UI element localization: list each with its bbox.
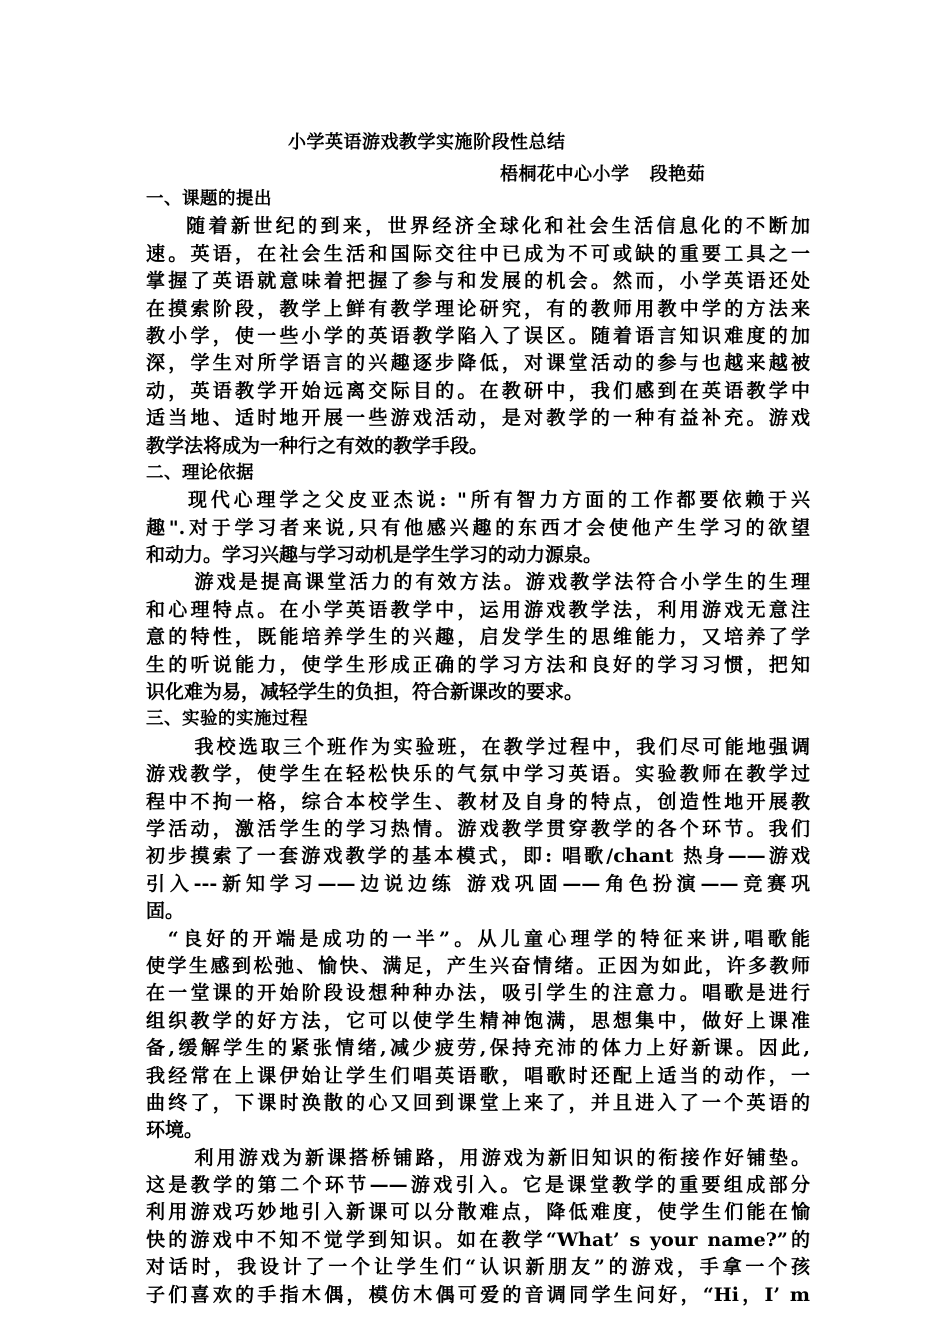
text-line: 意的特性，既能培养学生的兴趣，启发学生的思维能力，又培养了学 [146,626,810,649]
text-line: 掌握了英语就意味着把握了参与和发展的机会。然而，小学英语还处 [146,270,810,293]
document-body [146,186,810,1309]
text-line: 初步摸索了一套游戏教学的基本模式，即: 唱歌/chant 热身——游戏 [146,845,810,868]
document-title: 小学英语游戏教学实施阶段性总结 [288,132,566,153]
text-line: 固。 [146,900,185,923]
section-heading: 一、课题的提出 [146,189,272,209]
text-line: 游戏是提高课堂活力的有效方法。游戏教学法符合小学生的生理 [146,571,810,594]
text-line: 速。英语，在社会生活和国际交往中已成为不可或缺的重要工具之一 [146,242,810,265]
text-line: 引入---新知学习——边说边练 游戏巩固——角色扮演——竞赛巩 [146,872,810,895]
text-line: 和动力。学习兴趣与学习动机是学生学习的动力源泉。 [146,544,603,567]
text-line: 利用游戏为新课搭桥铺路，用游戏为新旧知识的衔接作好铺垫。 [146,1146,810,1169]
text-line: 和心理特点。在小学英语教学中，运用游戏教学法，利用游戏无意注 [146,598,810,621]
text-line: 使学生感到松弛、愉快、满足，产生兴奋情绪。正因为如此，许多教师 [146,954,810,977]
text-line: 环境。 [146,1119,204,1142]
text-line: 动，英语教学开始远离交际目的。在教研中，我们感到在英语教学中 [146,379,810,402]
text-line: 我校选取三个班作为实验班，在教学过程中，我们尽可能地强调 [146,735,810,758]
text-line: 适当地、适时地开展一些游戏活动，是对教学的一种有益补充。游戏 [146,407,810,430]
text-line: 这是教学的第二个环节——游戏引入。它是课堂教学的重要组成部分 [146,1174,810,1197]
text-line: 对话时，我设计了一个让学生们“认识新朋友”的游戏，手拿一个孩 [146,1256,810,1279]
text-line: 在摸索阶段，教学上鲜有教学理论研究，有的教师用教中学的方法来 [146,297,810,320]
text-line: 现代心理学之父皮亚杰说: "所有智力方面的工作都要依赖于兴 [146,489,810,512]
text-line: 组织教学的好方法，它可以使学生精神饱满，思想集中，做好上课准 [146,1009,810,1032]
text-line: 随着新世纪的到来，世界经济全球化和社会生活信息化的不断加 [146,215,810,238]
text-line: 教学法将成为一种行之有效的教学手段。 [146,434,489,457]
section-heading: 三、实验的实施过程 [146,709,308,730]
text-line: 曲终了，下课时涣散的心又回到课堂上来了，并且进入了一个英语的 [146,1091,810,1114]
text-line: 生的听说能力，使学生形成正确的学习方法和良好的学习习惯，把知 [146,653,810,676]
text-line: 教小学，使一些小学的英语教学陷入了误区。随着语言知识难度的加 [146,324,810,347]
section-heading: 二、理论依据 [146,462,254,483]
text-line: 快的游戏中不知不觉学到知识。如在教学“What’ s your name?”的 [146,1228,810,1251]
text-line: 识化难为易，减轻学生的负担，符合新课改的要求。 [146,681,584,704]
text-line: 利用游戏巧妙地引入新课可以分散难点，降低难度，使学生们能在愉 [146,1201,810,1224]
text-line: 程中不拘一格，综合本校学生、教材及自身的特点，创造性地开展教 [146,790,810,813]
text-line: 在一堂课的开始阶段设想种种办法，吸引学生的注意力。唱歌是进行 [146,982,810,1005]
text-line: 我经常在上课伊始让学生们唱英语歌，唱歌时还配上适当的动作，一 [146,1064,810,1087]
text-line: 深，学生对所学语言的兴趣逐步降低，对课堂活动的参与也越来越被 [146,352,810,375]
author-line: 梧桐花中心小学 段艳茹 [500,164,706,185]
text-line: “良好的开端是成功的一半”。从儿童心理学的特征来讲,唱歌能 [146,927,810,950]
text-line: 游戏教学，使学生在轻松快乐的气氛中学习英语。实验教师在教学过 [146,763,810,786]
text-line: 子们喜欢的手指木偶，模仿木偶可爱的音调同学生问好，“Hi，I’ m [146,1283,810,1306]
text-line: 备,缓解学生的紧张情绪,减少疲劳,保持充沛的体力上好新课。因此, [146,1037,810,1060]
text-line: 趣".对于学习者来说,只有他感兴趣的东西才会使他产生学习的欲望 [146,516,810,539]
text-line: 学活动，激活学生的学习热情。游戏教学贯穿教学的各个环节。我们 [146,817,810,840]
